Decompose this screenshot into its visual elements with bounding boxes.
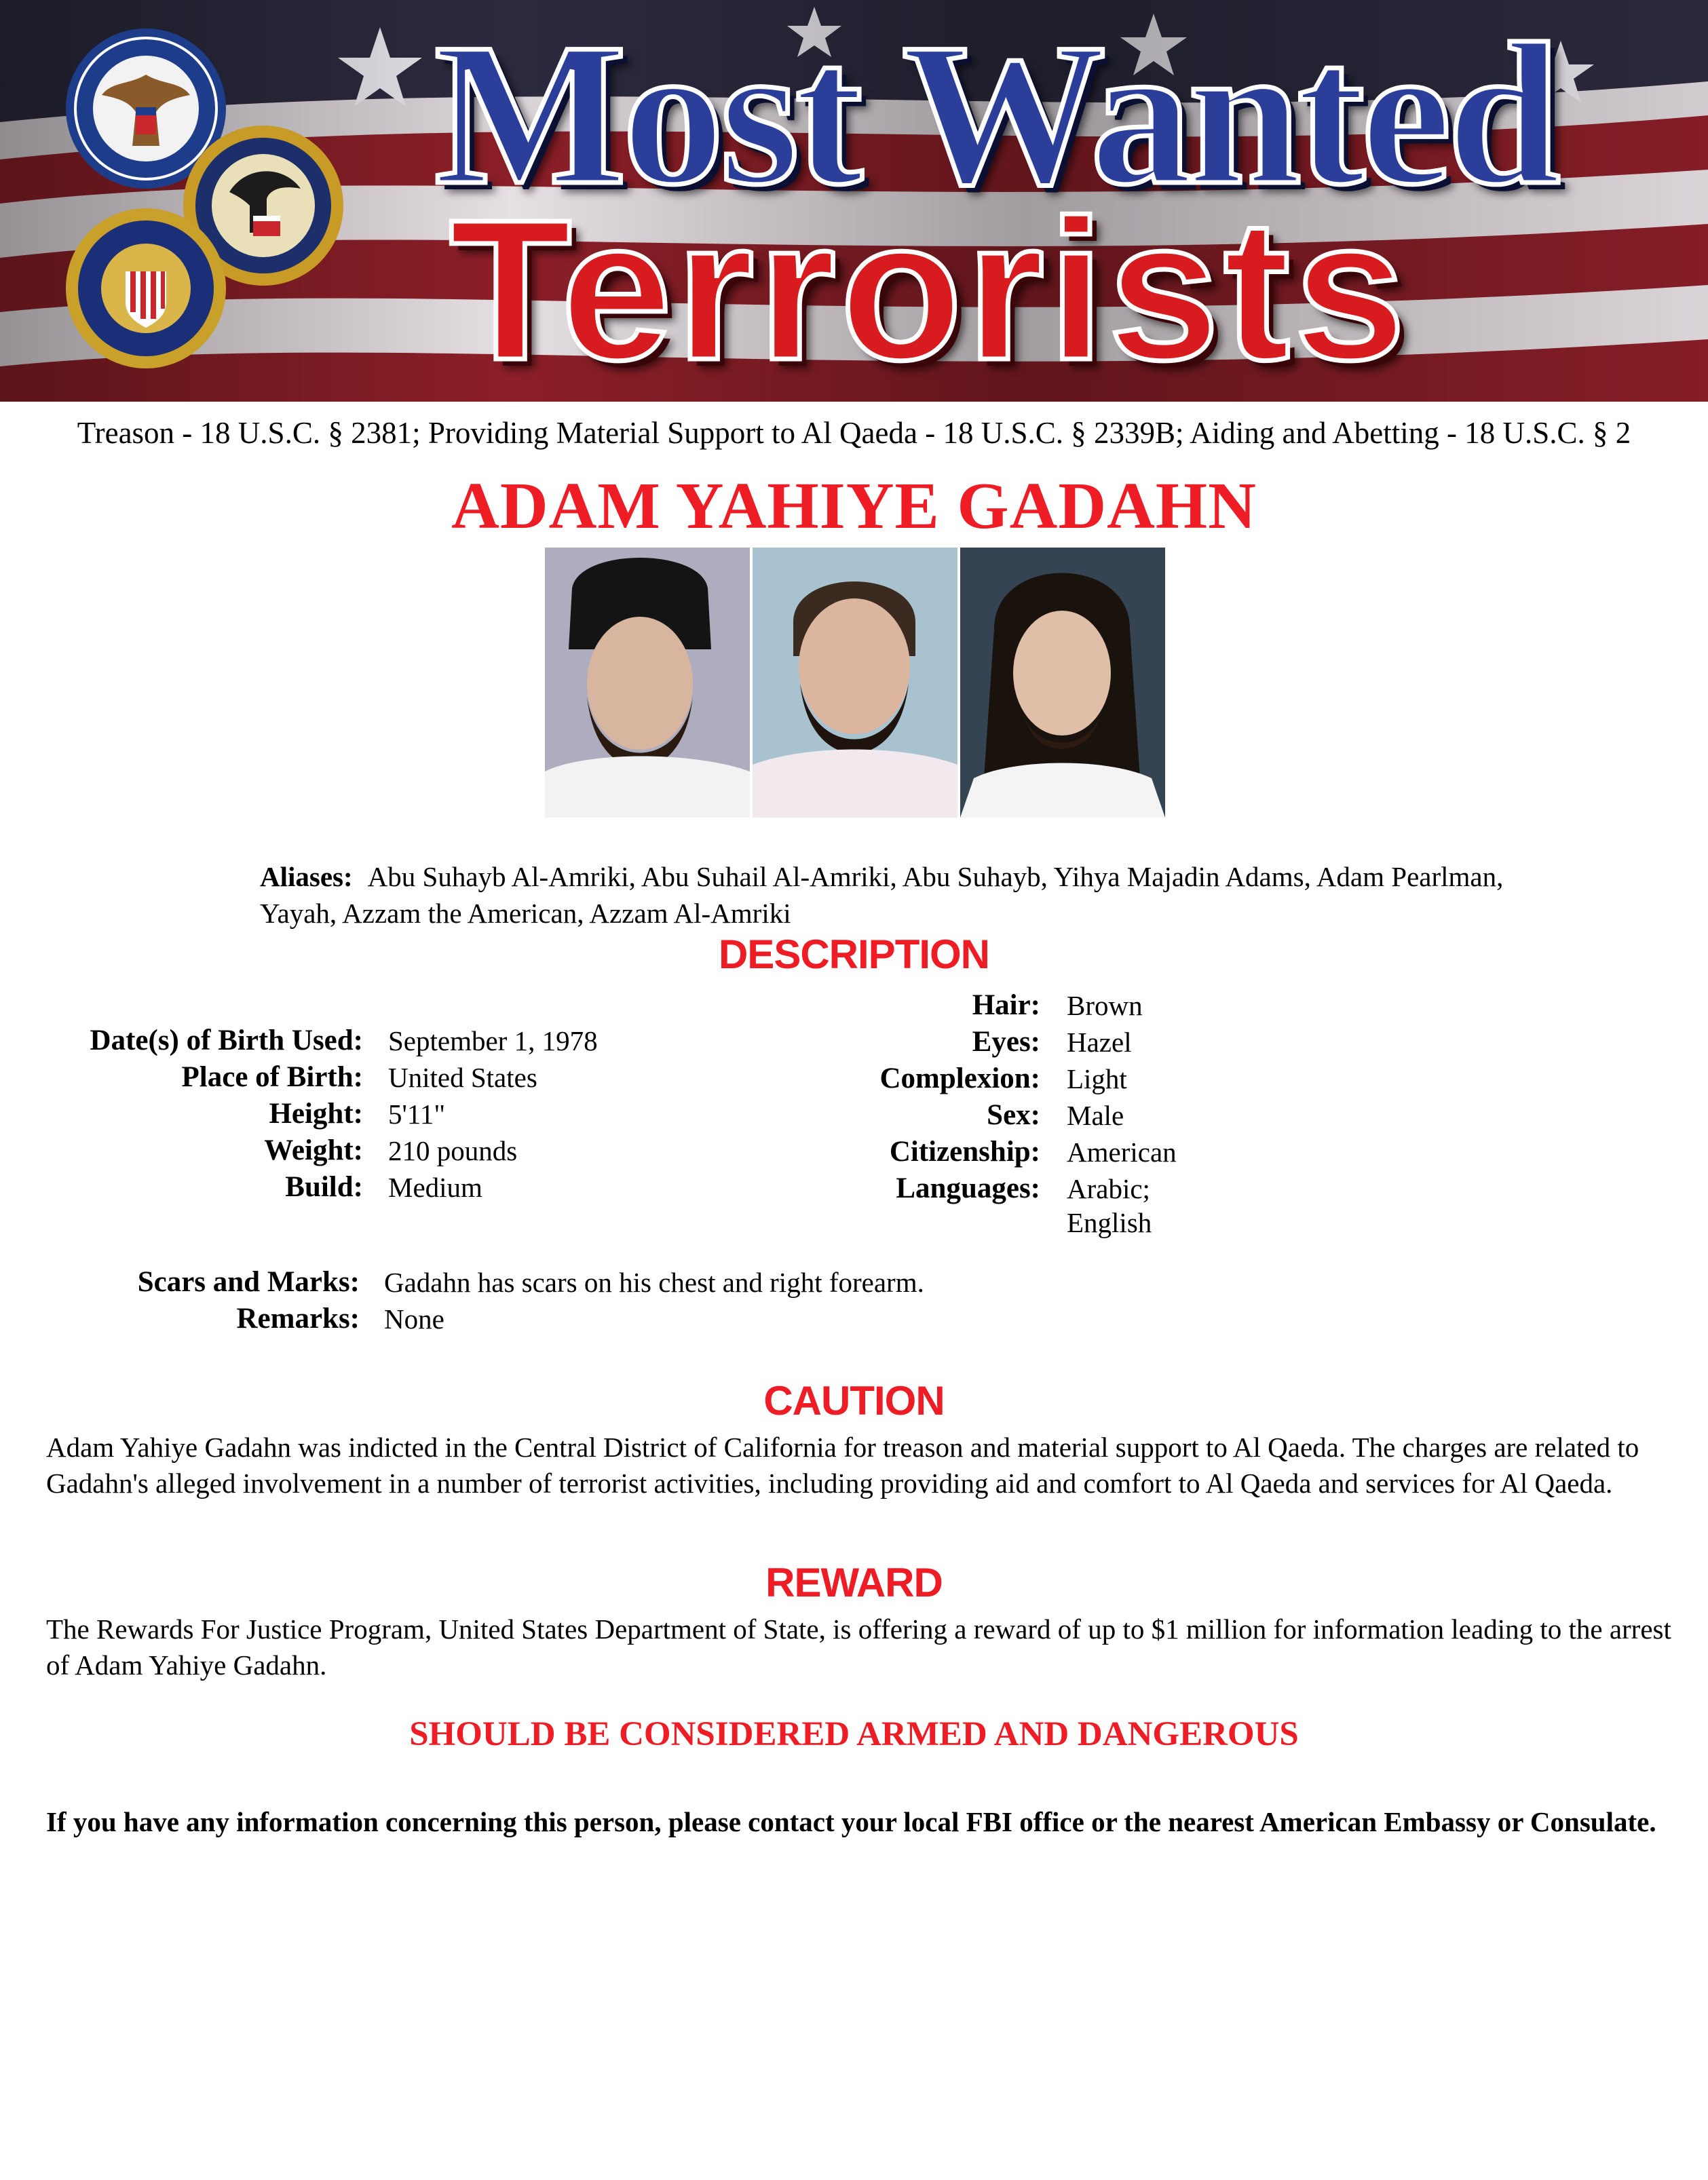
- caution-text: Adam Yahiye Gadahn was indicted in the Central District of California for treason and material support to Al Qaeda. The charges are related to Gadahn's alleged involvement in a number of terrorist activities, including providing aid and comfort to Al Qaeda and services for Al Qaeda.: [46, 1432, 1639, 1499]
- aliases-value-line1: Abu Suhayb Al-Amriki, Abu Suhail Al-Amriki, Abu Suhayb, Yihya Majadin Adams, Adam Pearlman,: [367, 861, 1504, 892]
- contact-instructions: If you have any information concerning this person, please contact your local FBI office or the nearest American Embassy or Consulate.: [46, 1806, 1656, 1837]
- aliases: [260, 858, 1644, 932]
- field-value: 5'11": [388, 1098, 446, 1130]
- field-scars-and-marks: [0, 1264, 1708, 1301]
- banner-title-most-wanted: Most Wanted: [434, 1, 1557, 227]
- field-label: Remarks:: [236, 1303, 360, 1335]
- field-value: American: [1067, 1136, 1177, 1168]
- person-name: ADAM YAHIYE GADAHN: [451, 470, 1257, 543]
- field-place-of-birth: [0, 1059, 814, 1096]
- field-label: Scars and Marks:: [137, 1266, 360, 1298]
- field-build: [0, 1169, 814, 1206]
- photo-1: [545, 548, 750, 818]
- field-value: United States: [388, 1062, 537, 1093]
- field-label: Hair:: [972, 989, 1040, 1021]
- field-hair: [0, 987, 1708, 1024]
- field-date-of-birth: [0, 1022, 814, 1059]
- field-label: Eyes:: [972, 1026, 1040, 1058]
- banner: [0, 0, 1708, 402]
- field-weight: [0, 1132, 814, 1169]
- photo-3: [960, 548, 1165, 818]
- field-value: 210 pounds: [388, 1135, 518, 1166]
- field-value: Gadahn has scars on his chest and right forearm.: [384, 1267, 924, 1298]
- reward-heading: REWARD: [765, 1560, 943, 1605]
- caution-heading: CAUTION: [763, 1378, 945, 1423]
- photo-2: [753, 548, 957, 818]
- field-remarks: [0, 1301, 1708, 1337]
- field-value: Light: [1067, 1063, 1127, 1094]
- banner-title-terrorists: Terrorists: [449, 178, 1410, 402]
- field-value: Medium: [388, 1172, 482, 1203]
- field-label: Date(s) of Birth Used:: [90, 1025, 363, 1056]
- field-label: Height:: [269, 1098, 363, 1130]
- field-height: [0, 1096, 814, 1132]
- field-label: Place of Birth:: [181, 1061, 363, 1093]
- field-value-2: English: [1067, 1207, 1152, 1238]
- description-heading: DESCRIPTION: [718, 932, 990, 977]
- field-label: Weight:: [264, 1134, 363, 1166]
- fbi-seal: [64, 207, 227, 370]
- field-value: None: [384, 1303, 444, 1335]
- field-value: Hazel: [1067, 1027, 1132, 1058]
- field-label: Sex:: [987, 1099, 1040, 1131]
- field-label: Build:: [285, 1171, 363, 1203]
- armed-and-dangerous-warning: SHOULD BE CONSIDERED ARMED AND DANGEROUS: [409, 1715, 1299, 1753]
- field-label: Complexion:: [879, 1063, 1040, 1094]
- aliases-value-line2: Yayah, Azzam the American, Azzam Al-Amriki: [260, 898, 791, 929]
- field-value: Male: [1067, 1100, 1124, 1131]
- charges-line: Treason - 18 U.S.C. § 2381; Providing Material Support to Al Qaeda - 18 U.S.C. § 2339B; Aiding and Abetting - 18 U.S.C. § 2: [77, 416, 1631, 450]
- field-value: Arabic;: [1067, 1173, 1150, 1204]
- field-value: Brown: [1067, 990, 1143, 1021]
- field-label: Citizenship:: [889, 1136, 1040, 1168]
- reward-text: The Rewards For Justice Program, United States Department of State, is offering a reward of up to $1 million for information leading to the arrest of Adam Yahiye Gadahn.: [46, 1613, 1671, 1681]
- aliases-label: Aliases:: [260, 861, 353, 892]
- field-value: September 1, 1978: [388, 1025, 598, 1056]
- field-label: Languages:: [896, 1172, 1040, 1204]
